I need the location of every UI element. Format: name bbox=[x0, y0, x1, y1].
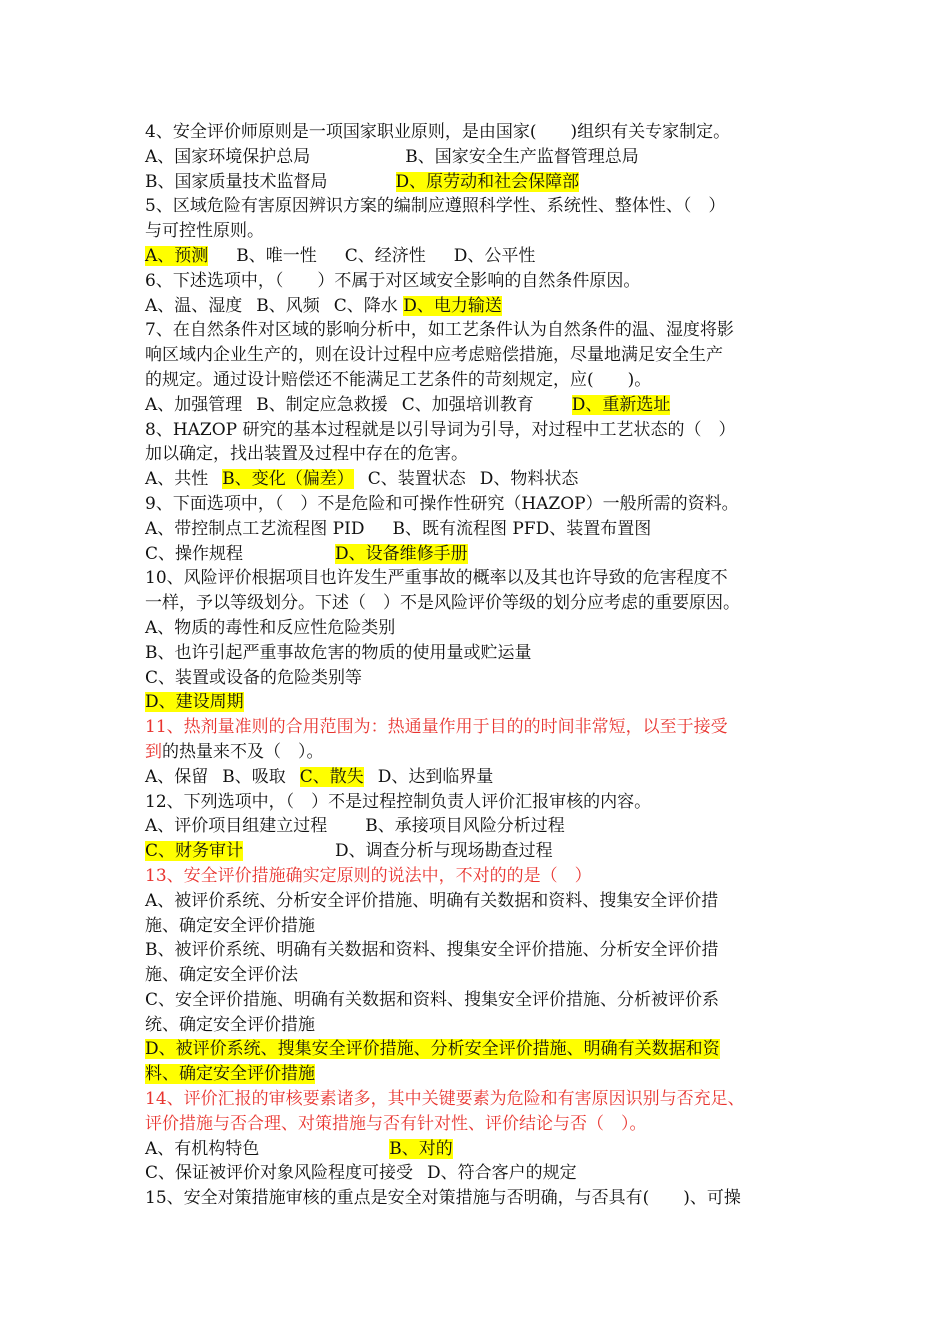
option-b: B、也许引起严重事故危害的物质的使用量或贮运量 bbox=[145, 642, 532, 663]
option-a: A、带控制点工艺流程图 PID bbox=[145, 518, 365, 539]
option-b-cont: 施、确定安全评价法 bbox=[145, 965, 298, 986]
option-b: B、制定应急救援 bbox=[256, 394, 388, 415]
question-14-options-row-2 bbox=[145, 1161, 825, 1186]
answer-option-d: D、原劳动和社会保障部 bbox=[395, 171, 580, 192]
question-10-stem-cont: 一样，予以等级划分。下述（ ）不是风险评价等级的划分应考虑的重要原因。 bbox=[145, 593, 740, 614]
question-11-stem-cont: 到的热量来不及（ ）。 bbox=[145, 741, 324, 762]
question-10-stem: 10、风险评价根据项目也许发生严重事故的概率以及其也许导致的危害程度不 bbox=[145, 568, 728, 589]
option-b: B、吸取 bbox=[222, 766, 286, 787]
question-11-options bbox=[145, 765, 825, 790]
answer-option-a: A、预测 bbox=[145, 245, 209, 266]
option-c-cont: 统、确定安全评价措施 bbox=[145, 1014, 315, 1035]
question-13-stem: 13、安全评价措施确实定原则的说法中，不对的的是（ ） bbox=[145, 865, 592, 886]
option-a: A、保留 bbox=[145, 766, 209, 787]
question-12-options-row-1 bbox=[145, 814, 825, 839]
option-d: D、公平性 bbox=[453, 245, 536, 266]
answer-option-c: C、财务审计 bbox=[145, 841, 244, 862]
question-9-options-row-1 bbox=[145, 517, 825, 542]
question-5-stem: 5、区域危险有害原因辨识方案的编制应遵照科学性、系统性、整体性、（ ） bbox=[145, 196, 726, 217]
option-a: A、温、湿度 bbox=[145, 295, 243, 316]
option-b: B、国家安全生产监督管理总局 bbox=[405, 146, 639, 167]
option-c: C、操作规程 bbox=[145, 543, 244, 564]
option-a: A、加强管理 bbox=[145, 394, 243, 415]
answer-option-d: D、重新选址 bbox=[571, 394, 671, 415]
question-15-stem: 15、安全对策措施审核的重点是安全对策措施与否明确，与否具有( )、可操 bbox=[145, 1188, 741, 1209]
question-list bbox=[145, 120, 825, 1211]
option-d: D、达到临界量 bbox=[377, 766, 494, 787]
answer-option-c: C、散失 bbox=[299, 766, 364, 787]
question-12-options-row-2 bbox=[145, 839, 825, 864]
question-4-options-row-2 bbox=[145, 170, 825, 195]
option-c: C、降水 bbox=[333, 295, 398, 316]
option-c: C、装置状态 bbox=[367, 469, 466, 490]
answer-option-d-cont: 料、确定安全评价措施 bbox=[145, 1064, 315, 1085]
question-6-stem: 6、下述选项中，（ ）不属于对区域安全影响的自然条件原因。 bbox=[145, 270, 641, 291]
question-12-stem: 12、下列选项中，（ ）不是过程控制负责人评价汇报审核的内容。 bbox=[145, 791, 652, 812]
option-a: A、有机构特色 bbox=[145, 1138, 260, 1159]
option-c: C、装置或设备的危险类别等 bbox=[145, 667, 363, 688]
question-9-options-row-2 bbox=[145, 542, 825, 567]
option-d: D、物料状态 bbox=[479, 469, 579, 490]
question-14-options-row-1 bbox=[145, 1137, 825, 1162]
option-b: B、唯一性 bbox=[236, 245, 317, 266]
option-b: B、承接项目风险分析过程 bbox=[365, 816, 565, 837]
question-5-options bbox=[145, 244, 825, 269]
option-a: A、物质的毒性和反应性危险类别 bbox=[145, 617, 396, 638]
question-5-stem-cont: 与可控性原则。 bbox=[145, 221, 264, 242]
option-b: B、风频 bbox=[256, 295, 320, 316]
option-a: A、国家环境保护总局 bbox=[145, 146, 311, 167]
answer-option-d: D、被评价系统、搜集安全评价措施、分析安全评价措施、明确有关数据和资 bbox=[145, 1039, 720, 1060]
question-14-stem-cont: 评价措施与否合理、对策措施与否有针对性、评价结论与否（ ）。 bbox=[145, 1113, 647, 1134]
answer-option-b: B、变化（偏差） bbox=[222, 469, 354, 490]
option-c: C、经济性 bbox=[344, 245, 426, 266]
question-7-stem-cont-2: 的规定。通过设计赔偿还不能满足工艺条件的苛刻规定，应( )。 bbox=[145, 369, 652, 390]
question-8-options bbox=[145, 467, 825, 492]
option-c: C、加强培训教育 bbox=[401, 394, 534, 415]
question-9-stem: 9、下面选项中，（ ）不是危险和可操作性研究（HAZOP）一般所需的资料。 bbox=[145, 493, 739, 514]
answer-option-d: D、设备维修手册 bbox=[335, 543, 468, 564]
question-14-stem: 14、评价汇报的审核要素诸多，其中关键要素为危险和有害原因识别与否充足、 bbox=[145, 1089, 745, 1110]
question-8-stem: 8、HAZOP 研究的基本过程就是以引导词为引导，对过程中工艺状态的（ ） bbox=[145, 419, 736, 440]
option-d: D、调查分析与现场勘查过程 bbox=[335, 841, 553, 862]
option-c: C、安全评价措施、明确有关数据和资料、搜集安全评价措施、分析被评价系 bbox=[145, 989, 720, 1010]
option-d: D、符合客户的规定 bbox=[427, 1163, 577, 1184]
question-7-options bbox=[145, 393, 825, 418]
answer-option-d: D、电力输送 bbox=[403, 295, 502, 316]
question-11-stem: 11、热剂量准则的合用范围为：热通量作用于目的的时间非常短，以至于接受 bbox=[145, 717, 728, 738]
question-6-options bbox=[145, 294, 825, 319]
option-b: B、既有流程图 PFD、装置布置图 bbox=[392, 518, 652, 539]
option-a: A、被评价系统、分析安全评价措施、明确有关数据和资料、搜集安全评价措 bbox=[145, 890, 719, 911]
question-8-stem-cont: 加以确定，找出装置及过程中存在的危害。 bbox=[145, 444, 468, 465]
option-b: B、国家质量技术监督局 bbox=[145, 171, 328, 192]
question-4-options-row-1 bbox=[145, 145, 825, 170]
answer-option-b: B、对的 bbox=[389, 1138, 453, 1159]
question-7-stem: 7、在自然条件对区域的影响分析中，如工艺条件认为自然条件的温、湿度将影 bbox=[145, 320, 734, 341]
question-4-stem: 4、安全评价师原则是一项国家职业原则，是由国家( )组织有关专家制定。 bbox=[145, 122, 731, 142]
answer-option-d: D、建设周期 bbox=[145, 692, 244, 713]
option-c: C、保证被评价对象风险程度可接受 bbox=[145, 1163, 414, 1184]
question-7-stem-cont-1: 响区域内企业生产的，则在设计过程中应考虑赔偿措施，尽量地满足安全生产 bbox=[145, 345, 723, 366]
option-a-cont: 施、确定安全评价措施 bbox=[145, 915, 315, 936]
option-a: A、共性 bbox=[145, 469, 209, 490]
option-b: B、被评价系统、明确有关数据和资料、搜集安全评价措施、分析安全评价措 bbox=[145, 940, 719, 961]
option-a: A、评价项目组建立过程 bbox=[145, 816, 328, 837]
